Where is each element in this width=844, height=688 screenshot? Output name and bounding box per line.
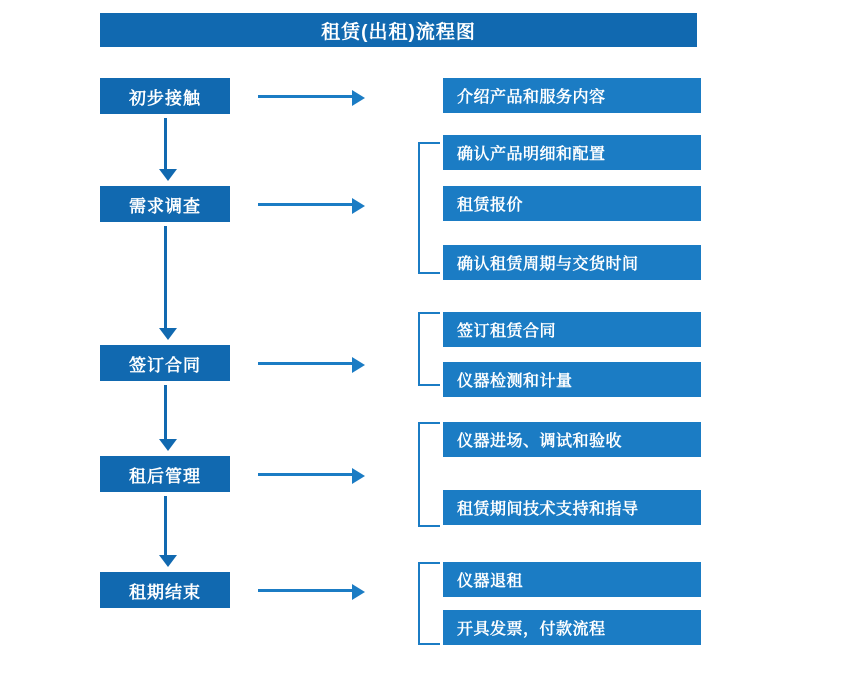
arrow-down-contact-to-survey [164,118,167,170]
detail-box-rental-quotation[interactable]: 租赁报价 [443,186,701,221]
bracket-post-rental-group [418,422,440,527]
arrow-right-demand-survey [258,203,353,206]
detail-box-introduce-products[interactable]: 介绍产品和服务内容 [443,78,701,113]
stage-box-initial-contact[interactable]: 初步接触 [100,78,230,114]
bracket-sign-contract-group [418,312,440,386]
detail-box-instrument-inspection[interactable]: 仪器检测和计量 [443,362,701,397]
detail-box-confirm-rental-period[interactable]: 确认租赁周期与交货时间 [443,245,701,280]
detail-box-instrument-entry-commissioning[interactable]: 仪器进场、调试和验收 [443,422,701,457]
detail-box-sign-rental-contract[interactable]: 签订租赁合同 [443,312,701,347]
arrow-right-rental-end [258,589,353,592]
stage-box-demand-survey[interactable]: 需求调查 [100,186,230,222]
stage-box-rental-end[interactable]: 租期结束 [100,572,230,608]
arrow-down-contract-to-management [164,385,167,440]
arrow-right-sign-contract [258,362,353,365]
detail-box-instrument-return[interactable]: 仪器退租 [443,562,701,597]
arrow-down-management-to-end [164,496,167,556]
stage-box-post-rental-management[interactable]: 租后管理 [100,456,230,492]
detail-box-confirm-product-details[interactable]: 确认产品明细和配置 [443,135,701,170]
page-title: 租赁(出租)流程图 [100,13,697,47]
stage-box-sign-contract[interactable]: 签订合同 [100,345,230,381]
arrow-right-initial-contact [258,95,353,98]
arrow-right-post-rental-management [258,473,353,476]
bracket-rental-end-group [418,562,440,645]
detail-box-technical-support[interactable]: 租赁期间技术支持和指导 [443,490,701,525]
bracket-demand-survey-group [418,142,440,274]
arrow-down-survey-to-contract [164,226,167,329]
detail-box-invoice-payment[interactable]: 开具发票，付款流程 [443,610,701,645]
